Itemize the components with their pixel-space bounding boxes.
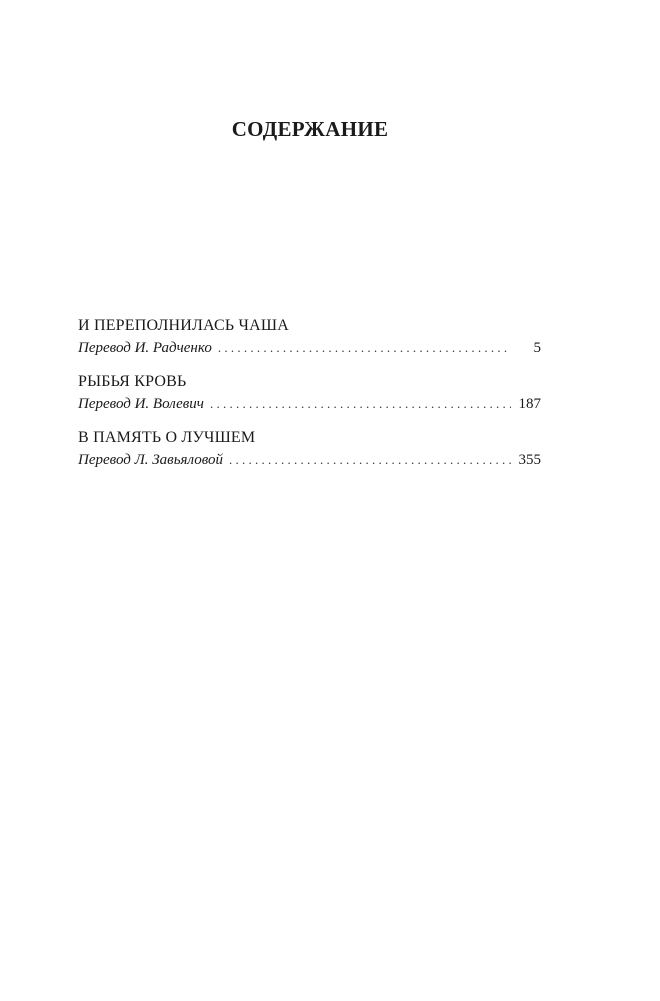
dot-leader <box>229 449 511 470</box>
dot-leader <box>210 393 511 414</box>
toc-entry-page-number: 355 <box>518 452 541 468</box>
toc-entry-line <box>78 393 541 415</box>
toc-entry-translator: Перевод Л. Завьяловой <box>78 452 224 468</box>
toc-entry-line <box>78 449 541 471</box>
toc-entry[interactable] <box>78 371 541 415</box>
toc-entry-title: В ПАМЯТЬ О ЛУЧШЕМ <box>78 429 256 446</box>
toc-entry[interactable] <box>78 427 541 471</box>
toc-entry-page-number: 187 <box>518 396 541 412</box>
page-title: СОДЕРЖАНИЕ <box>231 117 389 141</box>
toc-entry-title: РЫБЬЯ КРОВЬ <box>78 373 187 390</box>
dot-leader <box>218 337 511 358</box>
toc-entry-page-number: 5 <box>533 340 541 356</box>
toc-entry-title: И ПЕРЕПОЛНИЛАСЬ ЧАША <box>78 317 289 334</box>
table-of-contents <box>78 315 541 483</box>
toc-entry-translator: Перевод И. Радченко <box>78 340 212 356</box>
toc-entry-line <box>78 337 541 359</box>
toc-entry-translator: Перевод И. Волевич <box>78 396 204 412</box>
toc-entry[interactable] <box>78 315 541 359</box>
